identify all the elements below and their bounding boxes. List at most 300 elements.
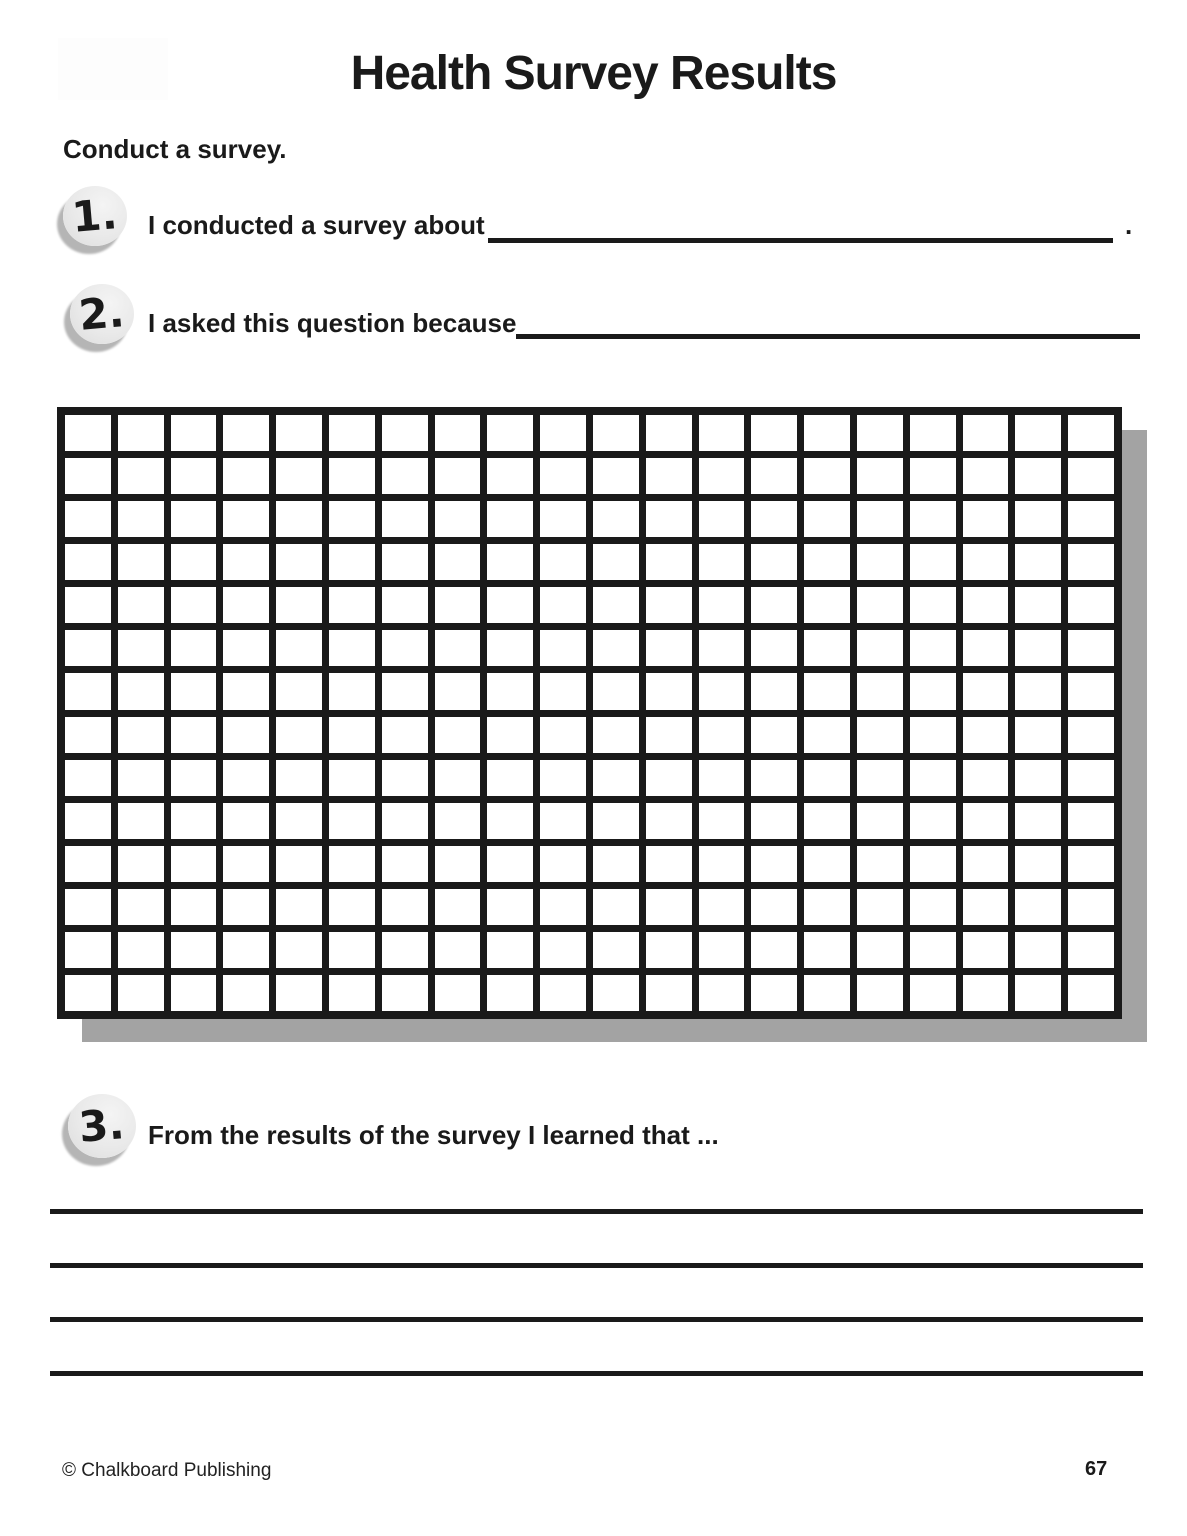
grid-cell [751,415,797,451]
grid-cell [1068,415,1114,451]
item-2-prompt: I asked this question because [148,308,517,338]
grid-cell [435,673,481,709]
grid-cell [910,630,956,666]
grid-cell [857,630,903,666]
grid-cell [329,458,375,494]
grid-cell [857,975,903,1011]
grid-cell [435,889,481,925]
grid-cell [857,587,903,623]
grid-cell [276,587,322,623]
grid-cell [118,803,164,839]
grid-cell [276,717,322,753]
grid-cell [751,544,797,580]
grid-cell [118,975,164,1011]
item-3-prompt: From the results of the survey I learned that ... [148,1120,719,1150]
grid-cell [699,932,745,968]
grid-cell [171,673,217,709]
grid-cell [329,975,375,1011]
grid-cell [435,717,481,753]
grid-cell [276,803,322,839]
grid-cell [910,889,956,925]
grid-cell [857,932,903,968]
grid-cell [329,673,375,709]
grid-cell [1015,458,1061,494]
writing-line [50,1371,1143,1376]
grid-cell [646,932,692,968]
grid-cell [963,458,1009,494]
grid-cell [118,458,164,494]
grid-cell [963,760,1009,796]
grid-cell [487,458,533,494]
grid-cell [487,760,533,796]
grid-cell [118,932,164,968]
grid-cell [118,587,164,623]
grid-cell [435,544,481,580]
grid-cell [540,975,586,1011]
grid-cell [382,415,428,451]
grid-cell [751,889,797,925]
grid-cell [540,760,586,796]
item-2-number-badge [70,284,134,344]
grid-cell [1015,932,1061,968]
grid-cell [435,458,481,494]
grid-cell [699,630,745,666]
grid-cell [593,630,639,666]
grid-cell [751,760,797,796]
grid-cell [435,587,481,623]
grid-cell [963,975,1009,1011]
grid-cell [1015,501,1061,537]
grid-cell [593,975,639,1011]
grid-cell [804,932,850,968]
grid-cell [646,673,692,709]
grid-cell [329,587,375,623]
item-3-number: 3. [77,1099,127,1152]
grid-cell [1068,846,1114,882]
grid-cell [1068,717,1114,753]
grid-cell [857,846,903,882]
grid-cell [540,415,586,451]
grid-cell [223,717,269,753]
grid-cell [435,803,481,839]
grid-cell [171,415,217,451]
grid-cell [751,975,797,1011]
grid-cell [487,673,533,709]
grid-cell [1068,803,1114,839]
grid-cell [118,415,164,451]
grid-cell [276,415,322,451]
survey-grid [57,407,1122,1019]
grid-cell [963,544,1009,580]
grid-cell [223,803,269,839]
grid-cell [804,975,850,1011]
grid-cell [1015,673,1061,709]
item-3-number-badge [68,1094,136,1158]
grid-cell [699,760,745,796]
grid-cell [804,889,850,925]
grid-cell [65,415,111,451]
grid-cell [646,587,692,623]
item-2-number: 2. [77,287,127,340]
grid-cell [1068,760,1114,796]
grid-cell [593,501,639,537]
grid-cell [751,803,797,839]
grid-cell [276,889,322,925]
grid-cell [910,932,956,968]
grid-cell [540,846,586,882]
grid-cell [910,415,956,451]
grid-cell [329,415,375,451]
grid-cell [963,803,1009,839]
grid-cell [540,544,586,580]
grid-cell [751,630,797,666]
grid-cell [646,630,692,666]
grid-cell [487,889,533,925]
grid-cell [65,760,111,796]
grid-cell [382,458,428,494]
grid-cell [1068,544,1114,580]
grid-cell [118,673,164,709]
grid-cell [910,673,956,709]
grid-cell [223,544,269,580]
grid-cell [276,501,322,537]
item-1-suffix: . [1125,210,1133,240]
grid-cell [804,630,850,666]
grid-cell [65,717,111,753]
grid-cell [540,501,586,537]
grid-cell [1015,544,1061,580]
grid-cell [382,889,428,925]
grid-cell [963,846,1009,882]
grid-cell [540,587,586,623]
grid-cell [223,975,269,1011]
grid-cell [65,630,111,666]
grid-cell [65,587,111,623]
item-1-number-badge [63,186,127,246]
grid-cell [118,760,164,796]
grid-cell [118,630,164,666]
grid-cell [65,975,111,1011]
grid-cell [804,587,850,623]
grid-cell [540,717,586,753]
grid-cell [382,630,428,666]
grid-cell [857,803,903,839]
grid-cell [699,544,745,580]
grid-cell [646,889,692,925]
grid-cell [382,846,428,882]
grid-cell [593,415,639,451]
grid-cell [1068,458,1114,494]
grid-cell [329,544,375,580]
grid-cell [963,630,1009,666]
instruction-text: Conduct a survey. [63,134,287,164]
grid-cell [171,717,217,753]
grid-cell [435,501,481,537]
grid-cell [1068,932,1114,968]
grid-cell [435,975,481,1011]
grid-cell [65,846,111,882]
grid-cell [1015,889,1061,925]
grid-cell [171,458,217,494]
grid-cell [1015,803,1061,839]
grid-cell [699,587,745,623]
grid-cell [1068,673,1114,709]
grid-cell [329,501,375,537]
grid-cell [329,889,375,925]
grid-cell [699,673,745,709]
grid-cell [435,630,481,666]
grid-cell [171,587,217,623]
grid-cell [223,630,269,666]
grid-cell [857,415,903,451]
grid-cell [910,760,956,796]
grid-cell [118,846,164,882]
grid-cell [382,760,428,796]
grid-cell [171,630,217,666]
grid-cell [382,501,428,537]
grid-cell [804,846,850,882]
grid-cell [382,544,428,580]
grid-cell [646,975,692,1011]
grid-cell [963,673,1009,709]
grid-cell [223,501,269,537]
grid-cell [963,717,1009,753]
grid-cell [540,458,586,494]
grid-cell [540,932,586,968]
grid-cell [1015,587,1061,623]
grid-cell [646,544,692,580]
grid-cell [540,673,586,709]
grid-cell [804,458,850,494]
grid-cell [963,415,1009,451]
grid-cell [223,458,269,494]
footer-copyright: © Chalkboard Publishing [62,1460,272,1481]
grid-cell [223,889,269,925]
grid-cell [329,717,375,753]
grid-cell [487,415,533,451]
grid-cell [171,846,217,882]
grid-cell [699,501,745,537]
grid-cell [699,889,745,925]
grid-cell [435,415,481,451]
grid-cell [118,501,164,537]
grid-cell [857,889,903,925]
grid-cell [699,458,745,494]
item-1-prompt: I conducted a survey about [148,210,485,240]
grid-cell [171,803,217,839]
grid-cell [1015,630,1061,666]
grid-cell [65,458,111,494]
grid-cell [329,630,375,666]
grid-cell [857,717,903,753]
grid-cell [65,501,111,537]
grid-cell [487,975,533,1011]
grid-cell [751,501,797,537]
grid-cell [751,846,797,882]
grid-cell [646,803,692,839]
grid-cell [593,889,639,925]
page-title: Health Survey Results [350,47,837,100]
grid-cell [487,544,533,580]
grid-cell [910,587,956,623]
grid-cell [118,889,164,925]
grid-cell [435,932,481,968]
grid-cell [751,717,797,753]
grid-cell [118,717,164,753]
grid-cell [646,415,692,451]
grid-cell [540,803,586,839]
grid-cell [382,932,428,968]
writing-line [50,1209,1143,1214]
grid-cell [910,501,956,537]
grid-cell [65,803,111,839]
grid-cell [223,415,269,451]
grid-cell [804,717,850,753]
grid-cell [1015,760,1061,796]
grid-cell [487,846,533,882]
grid-cell [171,932,217,968]
grid-cell [171,760,217,796]
grid-cell [699,846,745,882]
grid-cell [382,717,428,753]
grid-cell [1015,975,1061,1011]
grid-cell [910,975,956,1011]
grid-cell [276,630,322,666]
grid-cell [223,587,269,623]
grid-cell [65,889,111,925]
grid-cell [910,803,956,839]
grid-cell [435,846,481,882]
grid-cell [646,458,692,494]
grid-cell [699,975,745,1011]
grid-cell [276,673,322,709]
grid-cell [751,587,797,623]
grid-cell [1068,975,1114,1011]
grid-cell [646,760,692,796]
grid-cell [593,760,639,796]
grid-cell [65,932,111,968]
grid-cell [382,803,428,839]
grid-cell [118,544,164,580]
grid-cell [751,458,797,494]
grid-cell [804,673,850,709]
grid-cell [910,846,956,882]
grid-cell [223,846,269,882]
grid-cell [804,760,850,796]
grid-cell [963,889,1009,925]
grid-cell [593,587,639,623]
grid-cell [1068,630,1114,666]
item-2-answer-blank [516,334,1140,339]
grid-cell [329,760,375,796]
grid-cell [857,458,903,494]
grid-cell [382,975,428,1011]
grid-cell [329,803,375,839]
grid-cell [276,458,322,494]
grid-cell [276,544,322,580]
grid-cell [540,630,586,666]
grid-cell [223,932,269,968]
grid-cell [487,587,533,623]
grid-cell [487,932,533,968]
item-1-answer-blank [488,238,1113,243]
grid-cell [857,501,903,537]
grid-cell [646,501,692,537]
grid-cell [1068,587,1114,623]
grid-cell [593,932,639,968]
grid-cell [593,673,639,709]
grid-cell [646,717,692,753]
grid-cell [593,846,639,882]
writing-line [50,1317,1143,1322]
grid-cell [593,544,639,580]
grid-cell [804,415,850,451]
grid-cell [65,673,111,709]
grid-cell [223,760,269,796]
grid-cell [1068,501,1114,537]
grid-cell [487,501,533,537]
grid-cell [435,760,481,796]
grid-cell [276,975,322,1011]
grid-cell [1015,846,1061,882]
grid-cell [487,717,533,753]
grid-cell [1015,415,1061,451]
grid-cell [171,501,217,537]
writing-lines [50,1209,1143,1376]
grid-cell [963,587,1009,623]
grid-cell [276,932,322,968]
grid-cell [804,501,850,537]
grid-cell [329,932,375,968]
grid-cell [593,717,639,753]
writing-line [50,1263,1143,1268]
grid-cell [382,673,428,709]
grid-cell [857,760,903,796]
grid-cell [804,803,850,839]
grid-cell [487,630,533,666]
grid-cell [910,544,956,580]
grid-cell [276,760,322,796]
grid-cell [65,544,111,580]
grid-cell [646,846,692,882]
grid-cell [699,803,745,839]
grid-cell [910,458,956,494]
grid-cell [751,673,797,709]
grid-cell [751,932,797,968]
grid-cell [223,673,269,709]
grid-cell [171,889,217,925]
grid-cell [1015,717,1061,753]
grid-cell [910,717,956,753]
grid-cell [963,932,1009,968]
grid-cell [382,587,428,623]
grid-cell [857,544,903,580]
grid-cell [963,501,1009,537]
grid-cell [171,544,217,580]
grid-cell [540,889,586,925]
grid-cell [593,803,639,839]
item-1-number: 1. [70,189,120,242]
grid-cell [857,673,903,709]
grid-cell [487,803,533,839]
grid-cell [699,717,745,753]
grid-cell [699,415,745,451]
grid-cell [593,458,639,494]
grid-cell [804,544,850,580]
grid-cell [1068,889,1114,925]
grid-cell [276,846,322,882]
grid-cell [171,975,217,1011]
